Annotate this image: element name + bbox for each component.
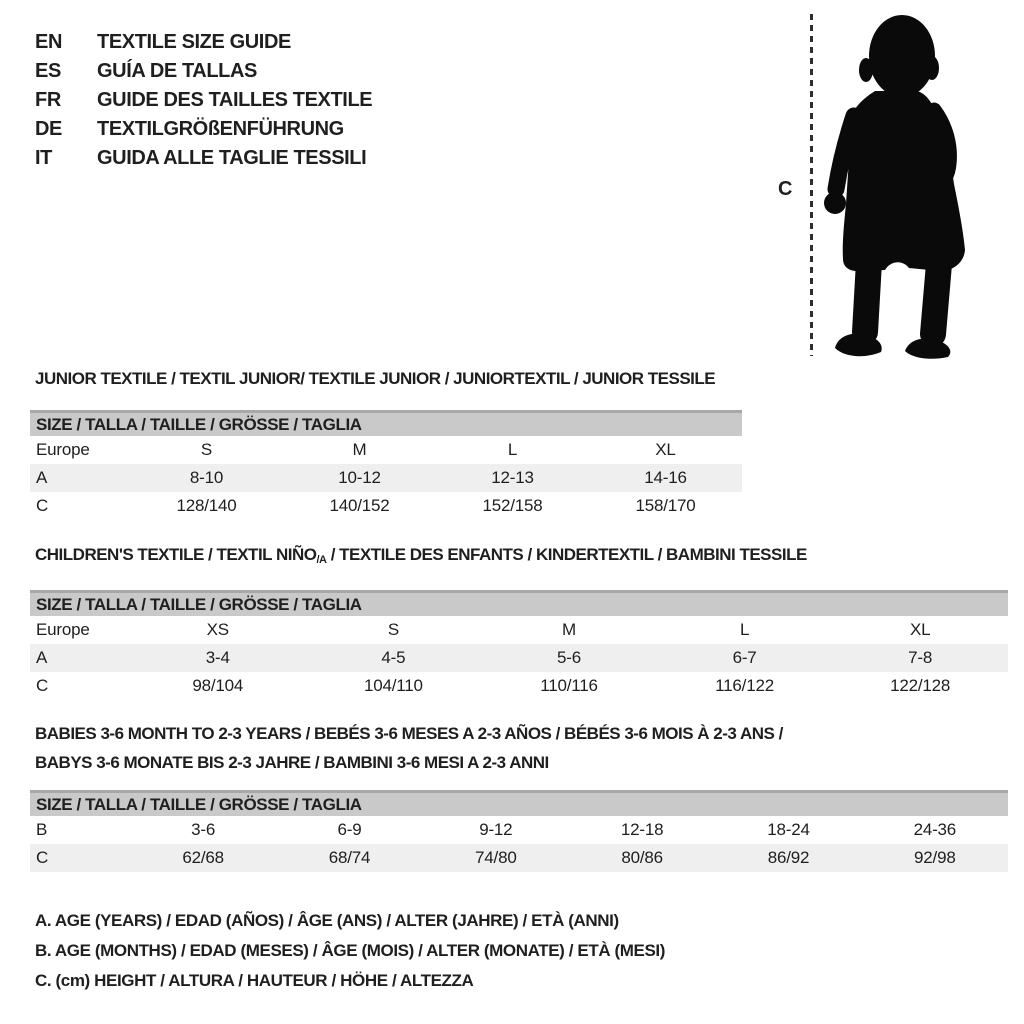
footnote-c: C. (cm) HEIGHT / ALTURA / HAUTEUR / HÖHE / ALTEZZA [35, 971, 474, 990]
babies-heading-line1: BABIES 3-6 MONTH TO 2-3 YEARS / BEBÉS 3-6 MESES A 2-3 AÑOS / BÉBÉS 3-6 MOIS À 2-3 ANS / [35, 724, 783, 743]
guide-title: GUIDE DES TAILLES TEXTILE [97, 89, 373, 111]
size-cell: XL [909, 620, 931, 639]
age-cell: 3-6 [191, 820, 216, 839]
size-cell: S [200, 440, 213, 459]
size-cell: XL [655, 440, 676, 459]
size-header-label: SIZE / TALLA / TAILLE / GRÖSSE / TAGLIA [36, 594, 362, 614]
table-row-age [30, 644, 1008, 672]
age-cell: 4-5 [381, 648, 406, 667]
height-cell: 68/74 [328, 848, 371, 867]
children-heading-subscript: /A [316, 554, 327, 566]
row-label: A [36, 648, 48, 667]
children-size-table [30, 590, 1008, 700]
height-cell: 116/122 [715, 676, 774, 695]
language-code: IT [35, 147, 52, 169]
size-header-label: SIZE / TALLA / TAILLE / GRÖSSE / TAGLIA [36, 414, 362, 434]
height-cell: 98/104 [192, 676, 244, 695]
age-cell: 12-18 [620, 820, 664, 839]
height-cell: 104/110 [363, 676, 423, 695]
size-cell: L [739, 620, 750, 639]
guide-title: GUÍA DE TALLAS [97, 60, 257, 82]
row-label: C [36, 676, 49, 695]
language-code: EN [35, 31, 62, 53]
height-cell: 80/86 [621, 848, 663, 867]
row-label: B [36, 820, 48, 839]
height-cell: 128/140 [176, 496, 237, 515]
children-section-heading [35, 545, 807, 566]
height-cell: 152/158 [482, 496, 543, 515]
row-label: C [36, 848, 49, 867]
footnote-legend [35, 906, 665, 996]
age-cell: 24-36 [913, 820, 957, 839]
babies-heading-line2: BABYS 3-6 MONATE BIS 2-3 JAHRE / BAMBINI 3-6 MESI A 2-3 ANNI [35, 753, 549, 772]
height-cell: 74/80 [475, 848, 517, 867]
babies-size-table [30, 790, 1008, 872]
height-cell: 158/170 [635, 496, 696, 515]
row-label: A [36, 468, 48, 487]
age-cell: 10-12 [338, 468, 381, 487]
height-cell: 62/68 [182, 848, 224, 867]
footnote-a: A. AGE (YEARS) / EDAD (AÑOS) / ÂGE (ANS) / ALTER (JAHRE) / ETÀ (ANNI) [35, 911, 619, 930]
age-cell: 6-7 [732, 648, 757, 667]
table-row-age [30, 464, 742, 492]
language-code: ES [35, 60, 61, 82]
age-cell: 6-9 [337, 820, 362, 839]
junior-size-table [30, 410, 742, 520]
age-cell: 18-24 [767, 820, 810, 839]
size-header-label: SIZE / TALLA / TAILLE / GRÖSSE / TAGLIA [36, 794, 362, 814]
babies-section-heading [35, 719, 783, 777]
table-row-height [30, 492, 742, 520]
guide-title: GUIDA ALLE TAGLIE TESSILI [97, 147, 367, 169]
table-size-header-row [30, 593, 1008, 616]
height-cell: 86/92 [767, 848, 810, 867]
height-measure-label: C [778, 178, 793, 200]
size-cell: XS [206, 620, 229, 639]
junior-section-heading: JUNIOR TEXTILE / TEXTIL JUNIOR/ TEXTILE JUNIOR / JUNIORTEXTIL / JUNIOR TESSILE [35, 369, 716, 388]
age-cell: 3-4 [205, 648, 230, 667]
footnote-b: B. AGE (MONTHS) / EDAD (MESES) / ÂGE (MOIS) / ALTER (MONATE) / ETÀ (MESI) [35, 941, 665, 960]
age-cell: 12-13 [491, 468, 534, 487]
guide-title: TEXTILE SIZE GUIDE [97, 31, 291, 53]
guide-title: TEXTILGRÖßENFÜHRUNG [97, 118, 344, 140]
height-cell: 140/152 [329, 496, 390, 515]
age-cell: 14-16 [644, 468, 687, 487]
table-row-age-months [30, 816, 1008, 844]
size-cell: S [387, 620, 399, 639]
table-row-europe [30, 436, 742, 464]
language-code: DE [35, 118, 62, 140]
children-heading-post: / TEXTILE DES ENFANTS / KINDERTEXTIL / BAMBINI TESSILE [326, 545, 807, 564]
language-row [35, 28, 372, 57]
age-cell: 9-12 [479, 820, 513, 839]
language-row [35, 57, 372, 86]
table-size-header-row [30, 413, 742, 436]
children-heading-pre: CHILDREN'S TEXTILE / TEXTIL NIÑO [35, 545, 317, 564]
age-cell: 7-8 [908, 648, 933, 667]
language-row [35, 144, 372, 173]
row-label: C [36, 496, 49, 515]
toddler-silhouette-icon [812, 4, 1002, 364]
age-cell: 5-6 [556, 648, 581, 667]
language-row [35, 115, 372, 144]
row-label: Europe [36, 620, 90, 639]
table-row-height [30, 672, 1008, 700]
table-size-header-row [30, 793, 1008, 816]
table-row-height [30, 844, 1008, 872]
age-cell: 8-10 [189, 468, 224, 487]
row-label: Europe [36, 440, 90, 459]
language-row [35, 86, 372, 115]
language-title-list [35, 28, 372, 173]
height-cell: 110/116 [540, 676, 598, 695]
table-row-europe [30, 616, 1008, 644]
size-cell: M [352, 440, 367, 459]
size-cell: L [507, 440, 518, 459]
language-code: FR [35, 89, 61, 111]
size-cell: M [562, 620, 576, 639]
height-cell: 92/98 [914, 848, 956, 867]
height-cell: 122/128 [890, 676, 951, 695]
